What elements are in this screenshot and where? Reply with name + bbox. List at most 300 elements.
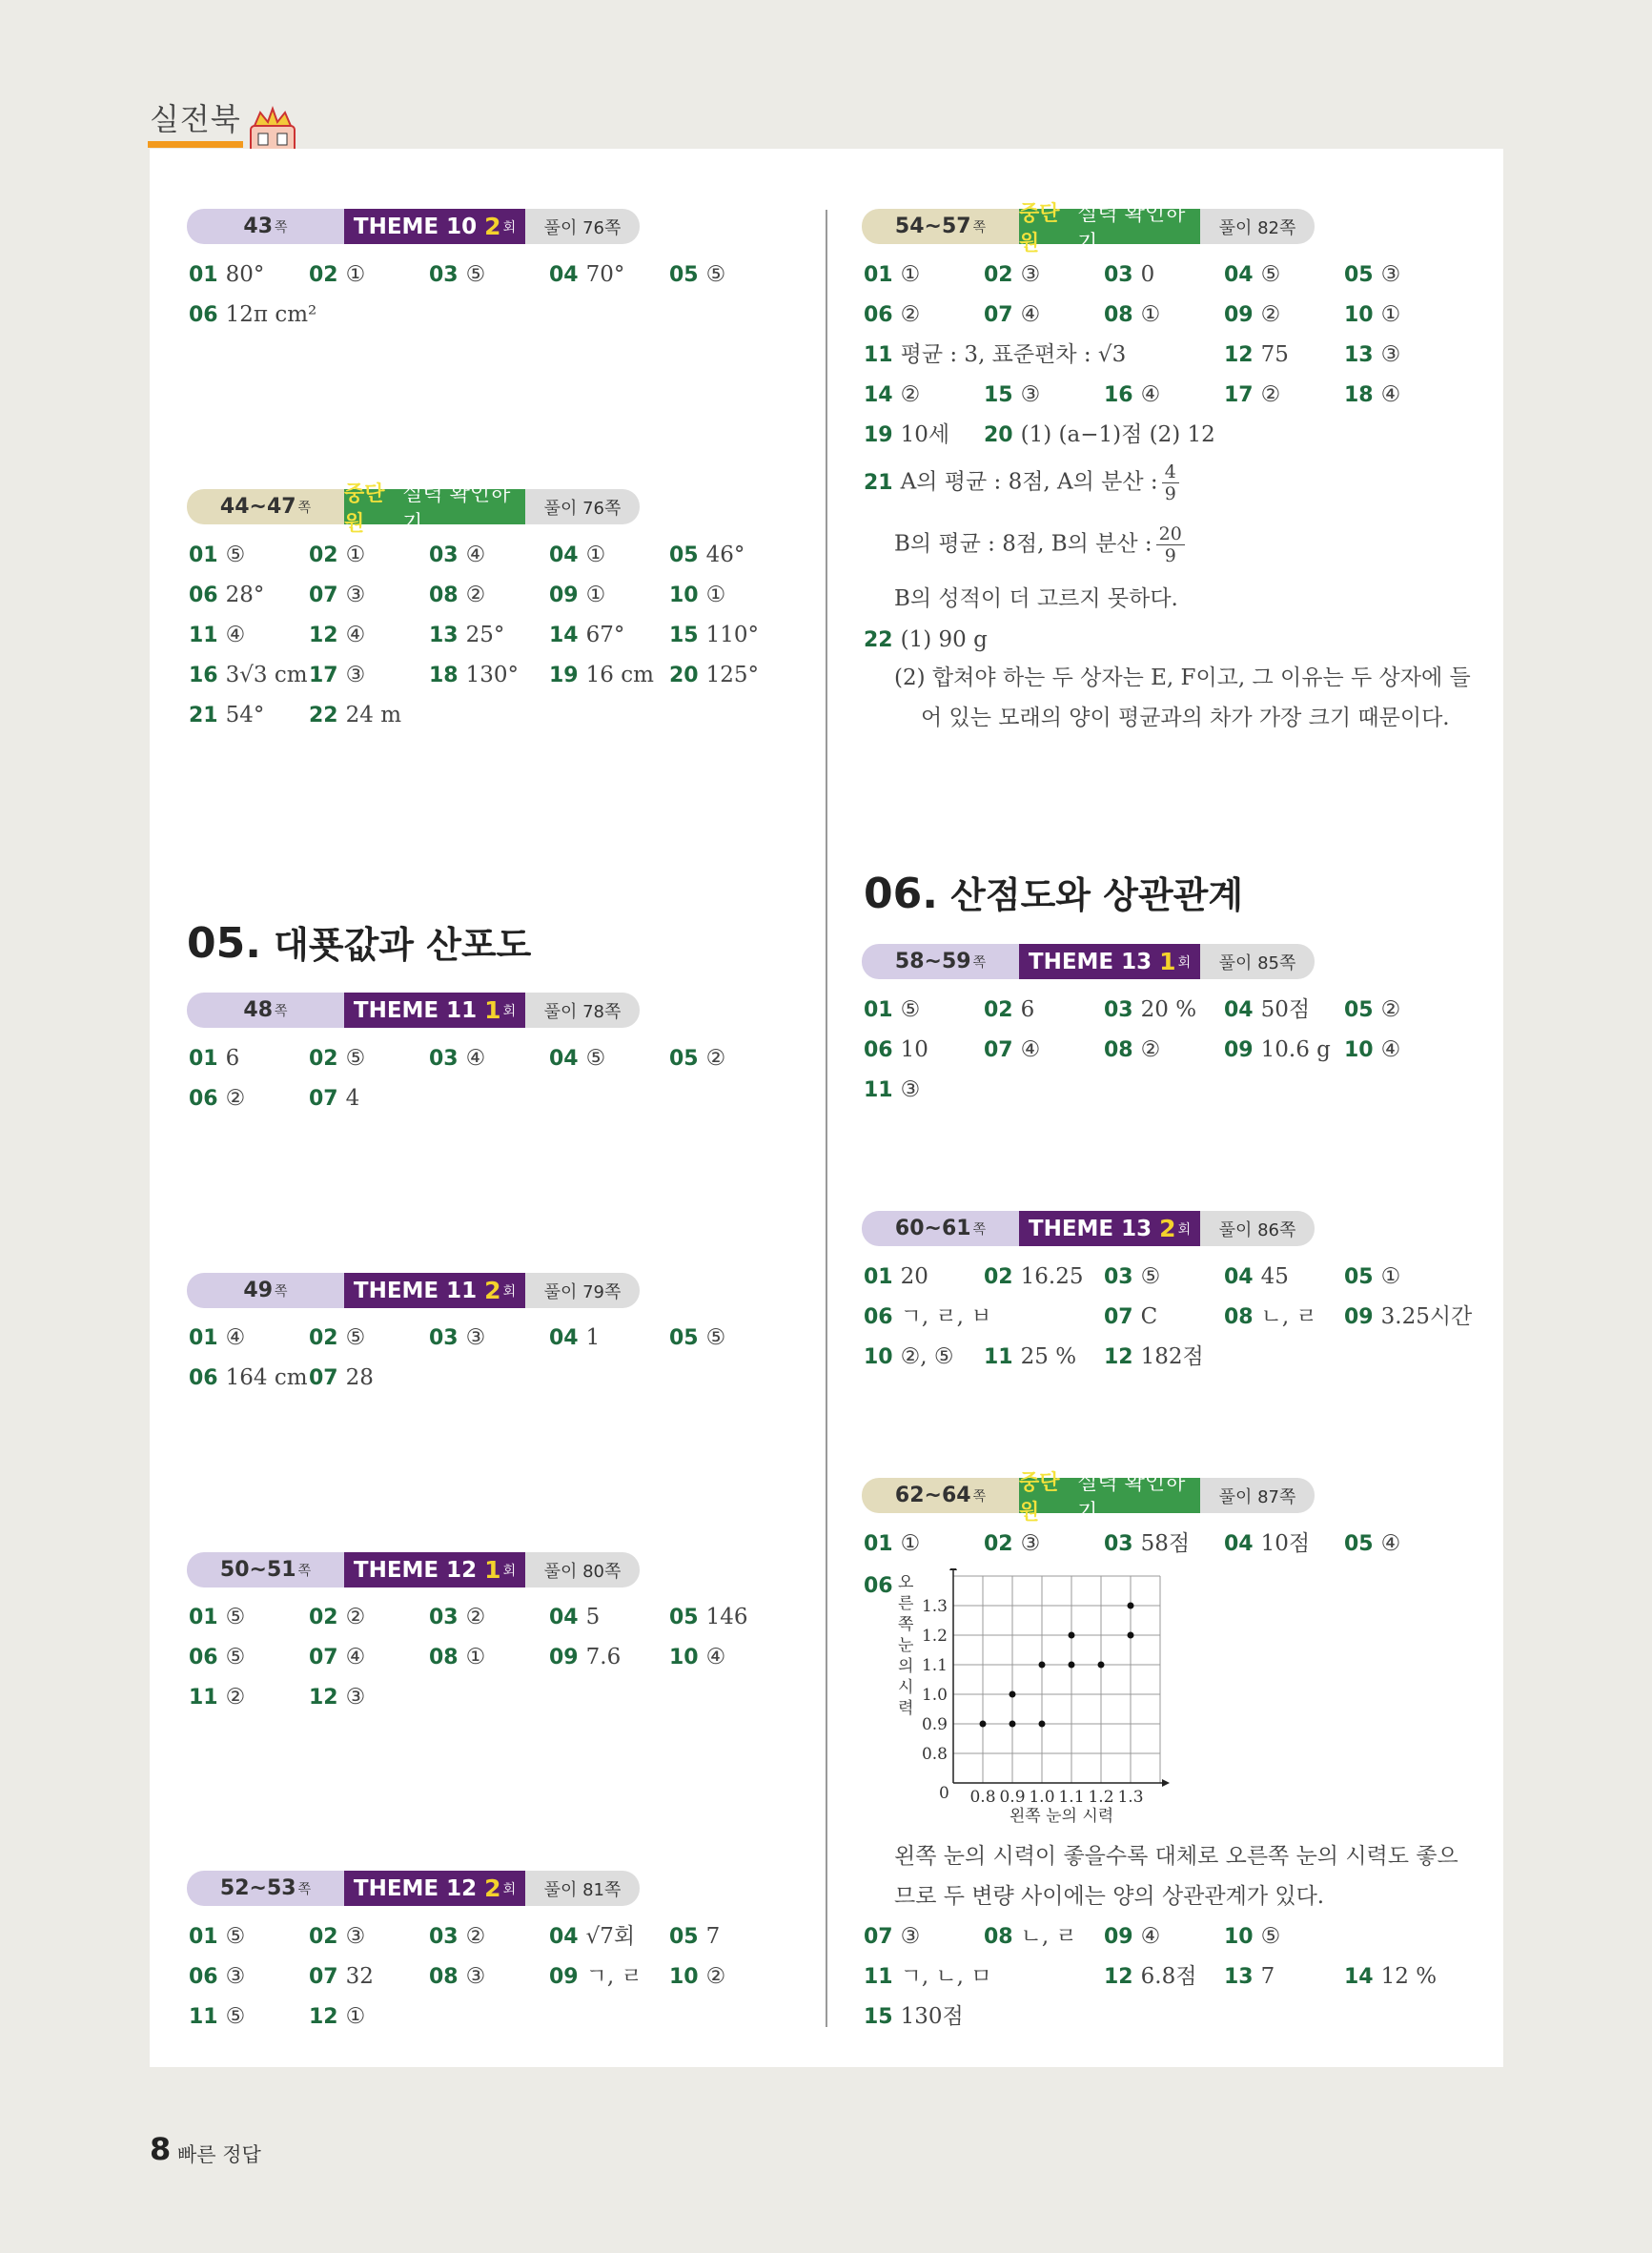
answer-item <box>984 1260 1083 1294</box>
answer-value: 130점 <box>900 2004 964 2029</box>
answer-number: 06 <box>189 584 218 607</box>
answer-value: ⑤ <box>225 1605 246 1629</box>
answer-item <box>189 1680 245 1714</box>
answer-value: ③ <box>1020 382 1041 407</box>
answer-number: 21 <box>189 704 218 727</box>
answer-item <box>189 658 308 692</box>
answer-item <box>1224 257 1280 292</box>
answer-value: ② <box>345 1605 366 1629</box>
answer-item <box>549 1959 642 1994</box>
answer-item <box>309 1640 365 1674</box>
answer-number: 09 <box>549 1965 579 1989</box>
answer-number: 04 <box>1224 1532 1254 1556</box>
solution-page: 풀이 79쪽 <box>525 1273 640 1308</box>
section-header-p58 <box>862 944 1315 979</box>
y-axis-label: 오 른 쪽 눈 의 시 력 <box>898 1573 914 1718</box>
answer-number: 12 <box>1224 343 1254 367</box>
answer-item <box>1224 1526 1310 1561</box>
answer-value: 24 m <box>345 703 402 727</box>
answer-item <box>1344 993 1400 1027</box>
answer-item <box>1224 378 1280 412</box>
answer-value: ② <box>1140 1037 1161 1062</box>
answer-number: 20 <box>669 664 699 687</box>
answer-value: ⑤ <box>345 1046 366 1071</box>
answer-value: ⑤ <box>705 262 726 287</box>
answer-value: ⑤ <box>225 1924 246 1949</box>
solution-page: 풀이 87쪽 <box>1200 1478 1315 1513</box>
answer-number: 06 <box>189 1087 218 1111</box>
x-axis-arrow <box>1162 1779 1170 1787</box>
answer-number: 05 <box>1344 1265 1374 1289</box>
answer-value: ④ <box>225 1325 246 1350</box>
answer-item <box>1344 338 1400 372</box>
answer-value: 45 <box>1260 1264 1289 1289</box>
answer-value: ⑤ <box>225 2004 246 2029</box>
answer-value: 0 <box>1140 262 1155 287</box>
answer-number: 02 <box>984 1265 1013 1289</box>
y-tick-labels <box>922 1597 948 1764</box>
answer-number: 03 <box>429 1047 459 1071</box>
answer-item <box>864 418 949 452</box>
answer-number: 12 <box>309 624 338 647</box>
answer-item <box>189 618 245 652</box>
answer-number: 12 <box>309 2005 338 2029</box>
y-tick-label: 1.1 <box>921 1656 948 1675</box>
answer-value: ① <box>345 2004 366 2029</box>
theme-label: 중단원 실력 확인하기 <box>1019 209 1200 244</box>
theme-label: THEME 13 1 회 <box>1019 944 1200 979</box>
answer-value: ⑤ <box>225 543 246 567</box>
answer-value: ③ <box>1020 262 1041 287</box>
solution-page: 풀이 76쪽 <box>525 489 640 524</box>
answer-number: 12 <box>1104 1965 1133 1989</box>
answer-value: 67° <box>585 623 625 647</box>
answer-number: 02 <box>309 1326 338 1350</box>
answer-number: 13 <box>1344 343 1374 367</box>
answer-item <box>309 1361 374 1395</box>
y-tick-label: 1.3 <box>921 1597 948 1616</box>
answer-number: 07 <box>309 1646 338 1669</box>
answer-value: ⑤ <box>465 262 486 287</box>
answer-number: 05 <box>669 263 699 287</box>
page-range: 50~51 쪽 <box>187 1552 344 1587</box>
answer-item <box>309 257 365 292</box>
answer-item <box>669 1640 725 1674</box>
answer-item <box>189 1919 245 1954</box>
answer-number: 08 <box>429 584 459 607</box>
answer-item <box>189 1640 245 1674</box>
answer-item <box>1344 1526 1400 1561</box>
answer-number: 10 <box>669 584 699 607</box>
answer-value: 20 % <box>1140 997 1197 1022</box>
answer-item <box>189 1081 245 1116</box>
answer-number: 01 <box>189 1925 218 1949</box>
answer-number: 15 <box>864 2005 893 2029</box>
x-tick-label: 1.3 <box>1117 1788 1144 1807</box>
answer-value: ⑤ <box>345 1325 366 1350</box>
answer-value: ① <box>1140 302 1161 327</box>
answer-value: ② <box>705 1046 726 1071</box>
answer-value: ⑤ <box>1260 262 1281 287</box>
answer-value: ① <box>900 262 921 287</box>
page-range: 43 쪽 <box>187 209 344 244</box>
answer-number: 06 <box>864 303 893 327</box>
answer-number: 03 <box>429 263 459 287</box>
answer-value: ㄱ, ㄹ, ㅂ <box>900 1304 992 1329</box>
answer-number: 14 <box>1344 1965 1374 1989</box>
answer-item <box>1104 1919 1160 1954</box>
answer-item <box>549 1600 600 1634</box>
answer-number: 05 <box>1344 263 1374 287</box>
answer-value: 70° <box>585 262 625 287</box>
answer-value: 10세 <box>900 422 950 447</box>
answer-value: ③ <box>345 663 366 687</box>
answer-number: 07 <box>864 1925 893 1949</box>
page-range: 52~53 쪽 <box>187 1871 344 1906</box>
answer-value: ④ <box>1140 1924 1161 1949</box>
answer-item <box>669 578 725 612</box>
answer-item <box>309 1081 359 1116</box>
page-range: 54~57 쪽 <box>862 209 1019 244</box>
x-tick-labels <box>969 1788 1143 1807</box>
section-title-05: 05. 대푯값과 산포도 <box>187 919 532 968</box>
solution-page: 풀이 82쪽 <box>1200 209 1315 244</box>
answer-item <box>549 1321 600 1355</box>
data-point <box>1039 1662 1046 1669</box>
answer-value: 6 <box>1020 997 1035 1022</box>
answer-value: ② <box>900 302 921 327</box>
answer-value: ⑤ <box>900 997 921 1022</box>
answer-item <box>309 1600 365 1634</box>
answer-number: 01 <box>189 1326 218 1350</box>
y-tick-label: 0.8 <box>921 1745 948 1764</box>
answer-item <box>429 658 519 692</box>
answer-item <box>1104 1033 1160 1067</box>
answer-value: 50점 <box>1260 997 1311 1022</box>
answer-item <box>984 378 1040 412</box>
answer-value: 54° <box>225 703 265 727</box>
answer-value: ③ <box>345 1924 366 1949</box>
answer-item <box>669 538 744 572</box>
answer-value: ④ <box>1380 1531 1401 1556</box>
answer-item <box>309 538 365 572</box>
section-header-p60 <box>862 1211 1315 1246</box>
section-header-p54 <box>862 201 1315 256</box>
theme-label: THEME 11 2 회 <box>344 1273 525 1308</box>
answer-number: 03 <box>1104 998 1133 1022</box>
answer-item <box>309 1959 374 1994</box>
answer-item <box>549 1041 605 1075</box>
answer-number: 01 <box>189 1047 218 1071</box>
answer-item <box>1224 1033 1331 1067</box>
answer-value: ②, ⑤ <box>900 1344 954 1369</box>
answer-value: ㄴ, ㄹ <box>1020 1924 1077 1949</box>
answer-item <box>1344 297 1400 332</box>
answer-item <box>429 1959 485 1994</box>
section-title-06: 06. 산점도와 상관관계 <box>864 870 1244 918</box>
answer-item <box>1344 1033 1400 1067</box>
y-tick-label: 0.9 <box>921 1715 948 1734</box>
answer-number: 10 <box>1224 1925 1254 1949</box>
answer-number: 09 <box>549 584 579 607</box>
answer-value: ④ <box>1020 302 1041 327</box>
answer-item <box>984 1340 1076 1374</box>
answer-item <box>864 1919 920 1954</box>
answer-value: ④ <box>225 623 246 647</box>
theme-label: THEME 11 1 회 <box>344 993 525 1028</box>
answer-number: 04 <box>549 1326 579 1350</box>
answer-value: ③ <box>465 1325 486 1350</box>
answer-item <box>429 1600 485 1634</box>
answer-item <box>1344 378 1400 412</box>
answer-value: 평균 : 3, 표준편차 : √3 <box>900 342 1127 367</box>
answer-number: 06 <box>189 1646 218 1669</box>
answer-item <box>1104 1260 1160 1294</box>
answer-value: 20 <box>900 1264 928 1289</box>
answer-item <box>864 297 920 332</box>
answer-item <box>309 578 365 612</box>
answer-item <box>189 578 264 612</box>
answer-value: 6 <box>225 1046 240 1071</box>
answer-number: 04 <box>1224 263 1254 287</box>
page-range: 58~59 쪽 <box>862 944 1019 979</box>
answer-value: 125° <box>705 663 760 687</box>
answer-06-note-line2: 므로 두 변량 사이에는 양의 상관관계가 있다. <box>894 1884 1325 1909</box>
answer-item <box>864 338 1126 372</box>
page-range: 60~61 쪽 <box>862 1211 1019 1246</box>
answer-number: 13 <box>1224 1965 1254 1989</box>
theme-label: THEME 12 1 회 <box>344 1552 525 1587</box>
answer-06-note-line1: 왼쪽 눈의 시력이 좋을수록 대체로 오른쪽 눈의 시력도 좋으 <box>894 1844 1458 1869</box>
answer-item <box>429 538 485 572</box>
answer-item <box>984 297 1040 332</box>
answer-value: 16.25 <box>1020 1264 1084 1289</box>
answer-item <box>189 1959 245 1994</box>
answer-value: ④ <box>345 623 366 647</box>
answer-item <box>864 1959 992 1994</box>
answer-value: ④ <box>1140 382 1161 407</box>
answer-item <box>429 257 485 292</box>
answer-item <box>1104 257 1154 292</box>
answer-number: 04 <box>549 1606 579 1629</box>
answer-value: ② <box>465 583 486 607</box>
page-range: 48 쪽 <box>187 993 344 1028</box>
answer-item <box>864 1340 954 1374</box>
answer-item <box>309 698 401 732</box>
page-range: 44~47 쪽 <box>187 489 344 524</box>
answer-number: 01 <box>864 1265 893 1289</box>
answer-value: 58점 <box>1140 1531 1191 1556</box>
answer-value: ③ <box>345 583 366 607</box>
answer-value: ② <box>705 1964 726 1989</box>
answer-value: ㄴ, ㄹ <box>1260 1304 1317 1329</box>
answer-item <box>429 1321 485 1355</box>
answer-value: ① <box>345 262 366 287</box>
answer-value: ② <box>1380 997 1401 1022</box>
answer-item <box>669 1600 748 1634</box>
answer-number: 16 <box>189 664 218 687</box>
answer-number: 12 <box>309 1686 338 1710</box>
answer-item <box>864 1526 920 1561</box>
answer-value: 7.6 <box>585 1645 622 1669</box>
answer-value: 1 <box>585 1325 601 1350</box>
answer-21-line3: B의 성적이 더 고르지 못하다. <box>894 586 1178 611</box>
answer-item <box>669 257 725 292</box>
answer-number: 04 <box>1224 1265 1254 1289</box>
answer-item <box>1104 993 1196 1027</box>
answer-value: 4 <box>345 1086 360 1111</box>
answer-value: ④ <box>465 543 486 567</box>
footer-text: 빠른 정답 <box>177 2143 261 2166</box>
answer-value: 182점 <box>1140 1344 1204 1369</box>
answer-number: 03 <box>429 1326 459 1350</box>
answer-item <box>864 1033 928 1067</box>
answer-value: 7 <box>705 1924 721 1949</box>
answer-number: 05 <box>669 543 699 567</box>
answer-number: 11 <box>189 2005 218 2029</box>
answer-number: 02 <box>984 1532 1013 1556</box>
data-point <box>1010 1691 1016 1698</box>
answer-value: ① <box>345 543 366 567</box>
answer-number: 03 <box>429 543 459 567</box>
answer-value: (1) (a−1)점 (2) 12 <box>1020 422 1215 447</box>
answer-number: 05 <box>669 1326 699 1350</box>
answer-item <box>669 1041 725 1075</box>
theme-label: THEME 13 2 회 <box>1019 1211 1200 1246</box>
answer-value: ② <box>465 1605 486 1629</box>
answer-item <box>1104 1340 1204 1374</box>
answer-value: 28° <box>225 583 265 607</box>
answer-value: ① <box>585 583 606 607</box>
answer-value: 130° <box>465 663 520 687</box>
answer-number: 16 <box>1104 383 1133 407</box>
data-point <box>1128 1632 1134 1639</box>
answer-value: ② <box>225 1685 246 1710</box>
answer-value: 32 <box>345 1964 374 1989</box>
answer-value: 5 <box>585 1605 601 1629</box>
answer-item <box>309 1919 365 1954</box>
x-tick-label: 1.1 <box>1058 1788 1085 1807</box>
answer-item <box>1224 1300 1317 1334</box>
x-tick-label: 1.0 <box>1029 1788 1055 1807</box>
answer-number: 01 <box>864 1532 893 1556</box>
answer-21: 21 A의 평균 : 8점, A의 분산 : $\frac{4}{9}$ <box>864 461 1179 504</box>
answer-number: 09 <box>1224 303 1254 327</box>
answer-value: ② <box>1260 382 1281 407</box>
answer-value: ② <box>465 1924 486 1949</box>
answer-value: 10.6 g <box>1260 1037 1331 1062</box>
answer-number: 04 <box>549 1925 579 1949</box>
answer-item <box>1224 1260 1289 1294</box>
answer-number: 14 <box>864 383 893 407</box>
section-header-p43 <box>187 209 640 244</box>
crown-mascot-icon <box>243 105 302 153</box>
answer-item <box>1104 1300 1157 1334</box>
x-tick-label: 0.8 <box>969 1788 996 1807</box>
answer-number: 03 <box>429 1606 459 1629</box>
answer-number: 20 <box>984 423 1013 447</box>
answer-value: 146 <box>705 1605 748 1629</box>
answer-item <box>1224 993 1310 1027</box>
answer-22-line2: (2) 합쳐야 하는 두 상자는 E, F이고, 그 이유는 두 상자에 들 <box>894 666 1471 690</box>
answer-item <box>669 1959 725 1994</box>
answer-value: ① <box>465 1645 486 1669</box>
answer-item <box>549 538 605 572</box>
answer-item <box>309 1999 365 2034</box>
answer-item <box>1104 1959 1196 1994</box>
answer-value: ③ <box>225 1964 246 1989</box>
answer-item <box>1104 1526 1190 1561</box>
answer-number: 07 <box>309 1965 338 1989</box>
answer-value: 12 % <box>1380 1964 1438 1989</box>
answer-value: 164 cm <box>225 1365 308 1390</box>
column-divider <box>826 210 827 2027</box>
answer-value: 10점 <box>1260 1531 1311 1556</box>
answer-number: 07 <box>309 584 338 607</box>
answer-number: 05 <box>669 1606 699 1629</box>
answer-item <box>864 1260 928 1294</box>
answer-item <box>984 1919 1077 1954</box>
answer-number: 06 <box>189 1366 218 1390</box>
answer-value: ③ <box>900 1924 921 1949</box>
theme-label: THEME 10 2 회 <box>344 209 525 244</box>
answer-number: 01 <box>189 543 218 567</box>
answer-number: 03 <box>1104 1532 1133 1556</box>
answer-value: 25 % <box>1020 1344 1077 1369</box>
answer-number: 11 <box>864 343 893 367</box>
answer-number: 05 <box>1344 1532 1374 1556</box>
answer-number: 19 <box>864 423 893 447</box>
data-point <box>1069 1662 1075 1669</box>
answer-number: 17 <box>1224 383 1254 407</box>
answer-item <box>549 618 624 652</box>
answer-value: ④ <box>345 1645 366 1669</box>
answer-item <box>984 1526 1040 1561</box>
answer-value: ② <box>1260 302 1281 327</box>
answer-value: ⑤ <box>705 1325 726 1350</box>
theme-label: 중단원 실력 확인하기 <box>344 489 525 524</box>
answer-item <box>309 1321 365 1355</box>
answer-number: 18 <box>429 664 459 687</box>
answer-number: 09 <box>1344 1305 1374 1329</box>
answer-item <box>309 1041 365 1075</box>
answer-number: 02 <box>309 263 338 287</box>
scatter-plot <box>887 1568 1173 1826</box>
answer-value: ③ <box>900 1077 921 1102</box>
answer-number: 01 <box>189 1606 218 1629</box>
answer-22-line3: 어 있는 모래의 양이 평균과의 차가 가장 크기 때문이다. <box>921 706 1450 730</box>
book-label-underline <box>148 141 243 148</box>
answer-item <box>1224 297 1280 332</box>
answer-value: ① <box>900 1531 921 1556</box>
answer-item <box>1344 257 1400 292</box>
answer-item <box>1104 297 1160 332</box>
data-point <box>1128 1603 1134 1609</box>
answer-number: 11 <box>864 1078 893 1102</box>
answer-item <box>429 1919 485 1954</box>
answer-item <box>984 418 1215 452</box>
answer-value: 12π cm² <box>225 302 317 327</box>
answer-value: 6.8점 <box>1140 1964 1197 1989</box>
answer-item <box>429 1041 485 1075</box>
page-range: 62~64 쪽 <box>862 1478 1019 1513</box>
answer-item <box>669 1919 720 1954</box>
answer-item <box>984 1033 1040 1067</box>
answer-value: 3√3 cm <box>225 663 308 687</box>
solution-page: 풀이 86쪽 <box>1200 1211 1315 1246</box>
answer-item <box>189 257 264 292</box>
answer-value: ③ <box>345 1685 366 1710</box>
